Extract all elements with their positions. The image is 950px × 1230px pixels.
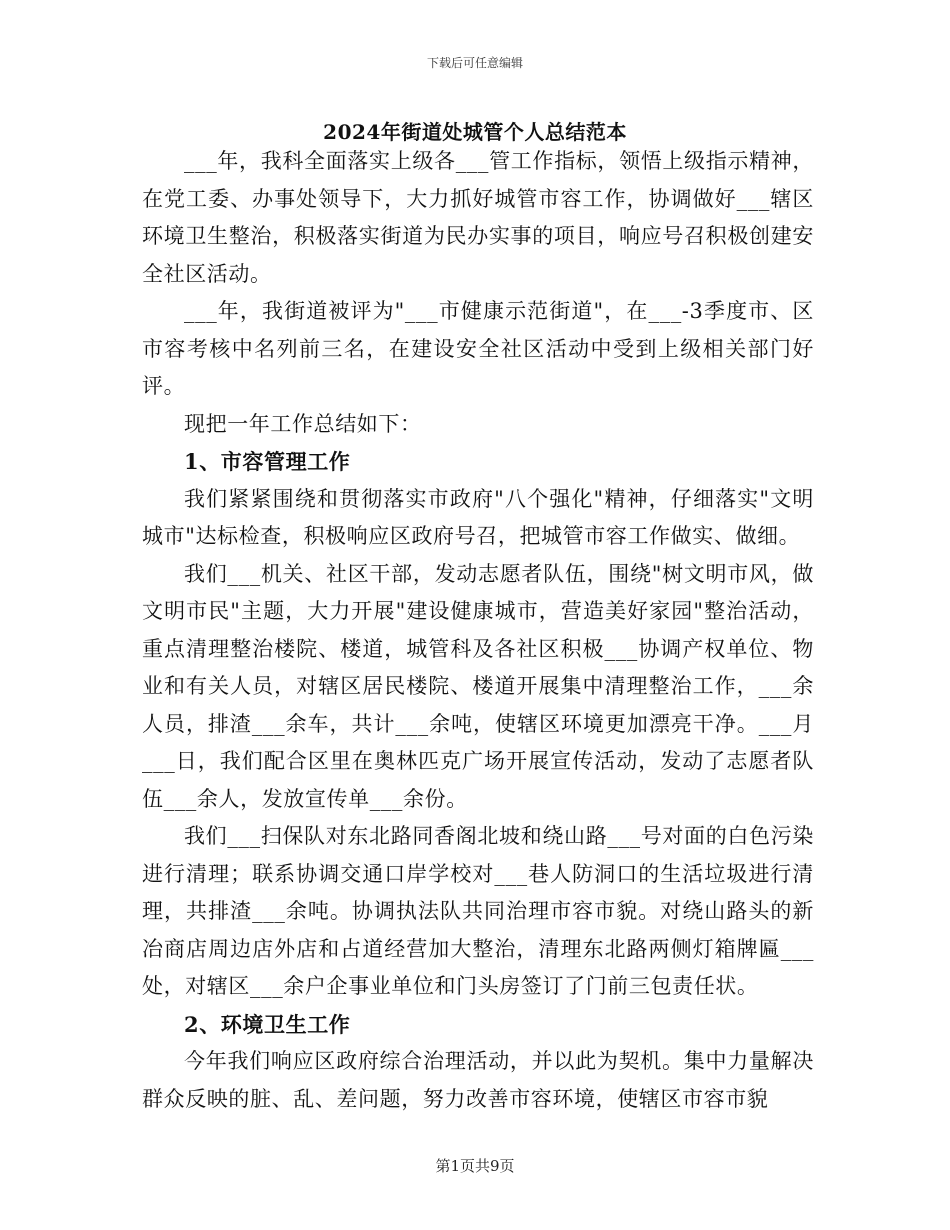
- document-body: [142, 143, 814, 1118]
- paragraph-city-management-3: 我们___扫保队对东北路同香阁北坡和绕山路___号对面的白色污染进行清理；联系协调交通口岸学校对___巷人防洞口的生活垃圾进行清理，共排渣___余吨。协调执法队共同治理市容市貌。对绕山路头的新冶商店周边店外店和占道经营加大整治，清理东北路两侧灯箱牌匾___处，对辖区___余户企事业单位和门头房签订了门前三包责任状。: [142, 824, 814, 998]
- paragraph-city-management-2: 我们___机关、社区干部，发动志愿者队伍，围绕"树文明市风，做文明市民"主题，大力开展"建设健康城市，营造美好家园"整治活动，重点清理整治楼院、楼道，城管科及各社区积极___协调产权单位、物业和有关人员，对辖区居民楼院、楼道开展集中清理整治工作，___余人员，排渣___余车，共计___余吨，使辖区环境更加漂亮干净。___月___日，我们配合区里在奥林匹克广场开展宣传活动，发动了志愿者队伍___余人，发放宣传单___余份。: [142, 561, 814, 811]
- paragraph-intro: ___年，我科全面落实上级各___管工作指标，领悟上级指示精神，在党工委、办事处领导下，大力抓好城管市容工作，协调做好___辖区环境卫生整治，积极落实街道为民办实事的项目，响应号召积极创建安全社区活动。: [142, 149, 814, 286]
- section-heading-sanitation: 2、环境卫生工作: [184, 1011, 351, 1037]
- document-title: 2024年街道处城管个人总结范本: [323, 120, 627, 144]
- paragraph-achievements: ___年，我街道被评为"___市健康示范街道"，在___-3季度市、区市容考核中名列前三名，在建设安全社区活动中受到上级相关部门好评。: [142, 299, 814, 398]
- page-header-note: 下载后可任意编辑: [426, 56, 523, 70]
- section-heading-city-management: 1、市容管理工作: [184, 449, 351, 474]
- paragraph-summary-lead: 现把一年工作总结如下：: [184, 411, 422, 436]
- paragraph-sanitation-1: 今年我们响应区政府综合治理活动，并以此为契机。集中力量解决群众反映的脏、乱、差问题，努力改善市容环境，使辖区市容市貌: [142, 1049, 814, 1111]
- page-number: 第1页共9页: [435, 1157, 515, 1175]
- paragraph-city-management-1: 我们紧紧围绕和贯彻落实市政府"八个强化"精神，仔细落实"文明城市"达标检查，积极响应区政府号召，把城管市容工作做实、做细。: [142, 486, 814, 548]
